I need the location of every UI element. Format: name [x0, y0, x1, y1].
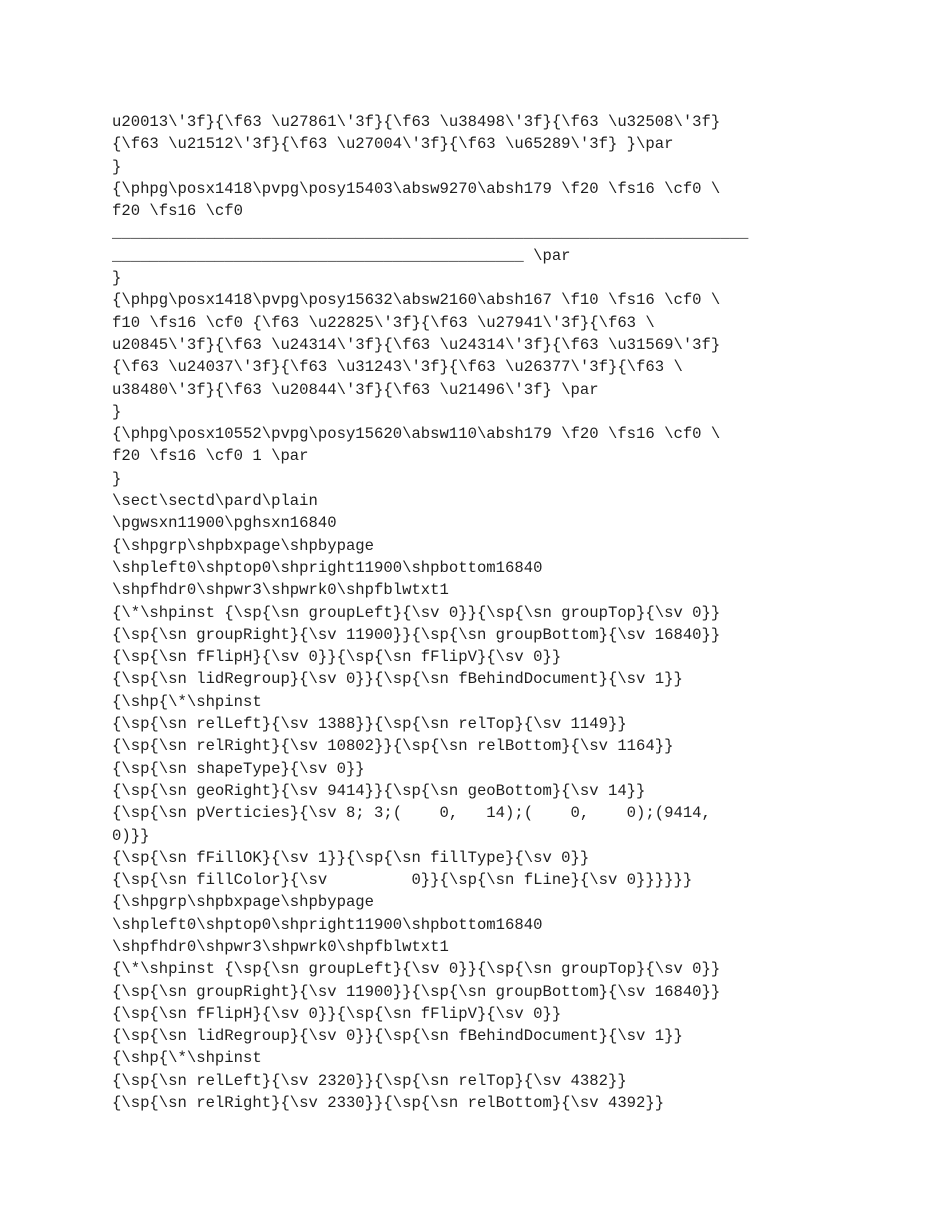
- code-line: }: [112, 269, 122, 288]
- code-line: {\shp{\*\shpinst: [112, 1049, 262, 1068]
- code-line: f10 \fs16 \cf0 {\f63 \u22825\'3f}{\f63 \u27941\'3f}{\f63 \: [112, 313, 655, 332]
- code-line: {\shpgrp\shpbxpage\shpbypage: [112, 893, 375, 912]
- code-line: 0)}}: [112, 826, 150, 845]
- code-line: {\sp{\sn relLeft}{\sv 2320}}{\sp{\sn relTop}{\sv 4382}}: [112, 1071, 627, 1090]
- code-line: }: [112, 157, 122, 176]
- code-line: {\sp{\sn relLeft}{\sv 1388}}{\sp{\sn relTop}{\sv 1149}}: [112, 715, 627, 734]
- code-line: u20013\'3f}{\f63 \u27861\'3f}{\f63 \u38498\'3f}{\f63 \u32508\'3f}: [112, 113, 721, 131]
- code-line: {\sp{\sn geoRight}{\sv 9414}}{\sp{\sn geoBottom}{\sv 14}}: [112, 781, 646, 800]
- code-line: {\sp{\sn lidRegroup}{\sv 0}}{\sp{\sn fBehindDocument}{\sv 1}}: [112, 1027, 683, 1046]
- code-line: {\f63 \u21512\'3f}{\f63 \u27004\'3f}{\f63 \u65289\'3f} }\par: [112, 135, 674, 154]
- code-line: \shpfhdr0\shpwr3\shpwrk0\shpfblwtxt1: [112, 581, 449, 600]
- code-line: {\sp{\sn relRight}{\sv 10802}}{\sp{\sn relBottom}{\sv 1164}}: [112, 737, 674, 756]
- rtf-source-page: [112, 111, 842, 1114]
- code-line: {\sp{\sn groupRight}{\sv 11900}}{\sp{\sn groupBottom}{\sv 16840}}: [112, 982, 721, 1001]
- code-line: u20845\'3f}{\f63 \u24314\'3f}{\f63 \u24314\'3f}{\f63 \u31569\'3f}: [112, 335, 721, 354]
- code-line: {\sp{\sn groupRight}{\sv 11900}}{\sp{\sn groupBottom}{\sv 16840}}: [112, 625, 721, 644]
- code-line: \shpleft0\shptop0\shpright11900\shpbottom16840: [112, 558, 543, 577]
- code-line: {\shp{\*\shpinst: [112, 692, 262, 711]
- code-line: \shpleft0\shptop0\shpright11900\shpbottom16840: [112, 915, 543, 934]
- code-line: \pgwsxn11900\pghsxn16840: [112, 514, 337, 533]
- code-line: f20 \fs16 \cf0 1 \par: [112, 447, 309, 466]
- code-line: ____________________________________________ \par: [112, 246, 571, 265]
- code-line: {\sp{\sn fillColor}{\sv 0}}{\sp{\sn fLine}{\sv 0}}}}}}: [112, 871, 693, 890]
- code-line: {\*\shpinst {\sp{\sn groupLeft}{\sv 0}}{\sp{\sn groupTop}{\sv 0}}: [112, 960, 721, 979]
- code-line: {\sp{\sn relRight}{\sv 2330}}{\sp{\sn relBottom}{\sv 4392}}: [112, 1094, 665, 1113]
- code-line: {\sp{\sn fFlipH}{\sv 0}}{\sp{\sn fFlipV}{\sv 0}}: [112, 1004, 562, 1023]
- code-line: {\phpg\posx1418\pvpg\posy15403\absw9270\absh179 \f20 \fs16 \cf0 \: [112, 179, 721, 198]
- code-line: {\sp{\sn shapeType}{\sv 0}}: [112, 759, 365, 778]
- code-line: {\*\shpinst {\sp{\sn groupLeft}{\sv 0}}{\sp{\sn groupTop}{\sv 0}}: [112, 603, 721, 622]
- code-line: {\sp{\sn fFillOK}{\sv 1}}{\sp{\sn fillType}{\sv 0}}: [112, 848, 590, 867]
- code-line: }: [112, 469, 122, 488]
- code-line: {\f63 \u24037\'3f}{\f63 \u31243\'3f}{\f63 \u26377\'3f}{\f63 \: [112, 358, 683, 377]
- code-line: u38480\'3f}{\f63 \u20844\'3f}{\f63 \u21496\'3f} \par: [112, 380, 599, 399]
- code-line: {\sp{\sn fFlipH}{\sv 0}}{\sp{\sn fFlipV}{\sv 0}}: [112, 648, 562, 667]
- code-line: \sect\sectd\pard\plain: [112, 492, 318, 511]
- code-line: {\phpg\posx10552\pvpg\posy15620\absw110\absh179 \f20 \fs16 \cf0 \: [112, 425, 721, 444]
- code-line: f20 \fs16 \cf0: [112, 202, 244, 221]
- code-line: {\phpg\posx1418\pvpg\posy15632\absw2160\absh167 \f10 \fs16 \cf0 \: [112, 291, 721, 310]
- code-line: }: [112, 402, 122, 421]
- code-line: \shpfhdr0\shpwr3\shpwrk0\shpfblwtxt1: [112, 937, 449, 956]
- code-line: {\sp{\sn pVerticies}{\sv 8; 3;( 0, 14);( 0, 0);(9414,: [112, 804, 711, 823]
- code-line: {\shpgrp\shpbxpage\shpbypage: [112, 536, 375, 555]
- code-line: ____________________________________________________________________: [112, 224, 749, 243]
- code-line: {\sp{\sn lidRegroup}{\sv 0}}{\sp{\sn fBehindDocument}{\sv 1}}: [112, 670, 683, 689]
